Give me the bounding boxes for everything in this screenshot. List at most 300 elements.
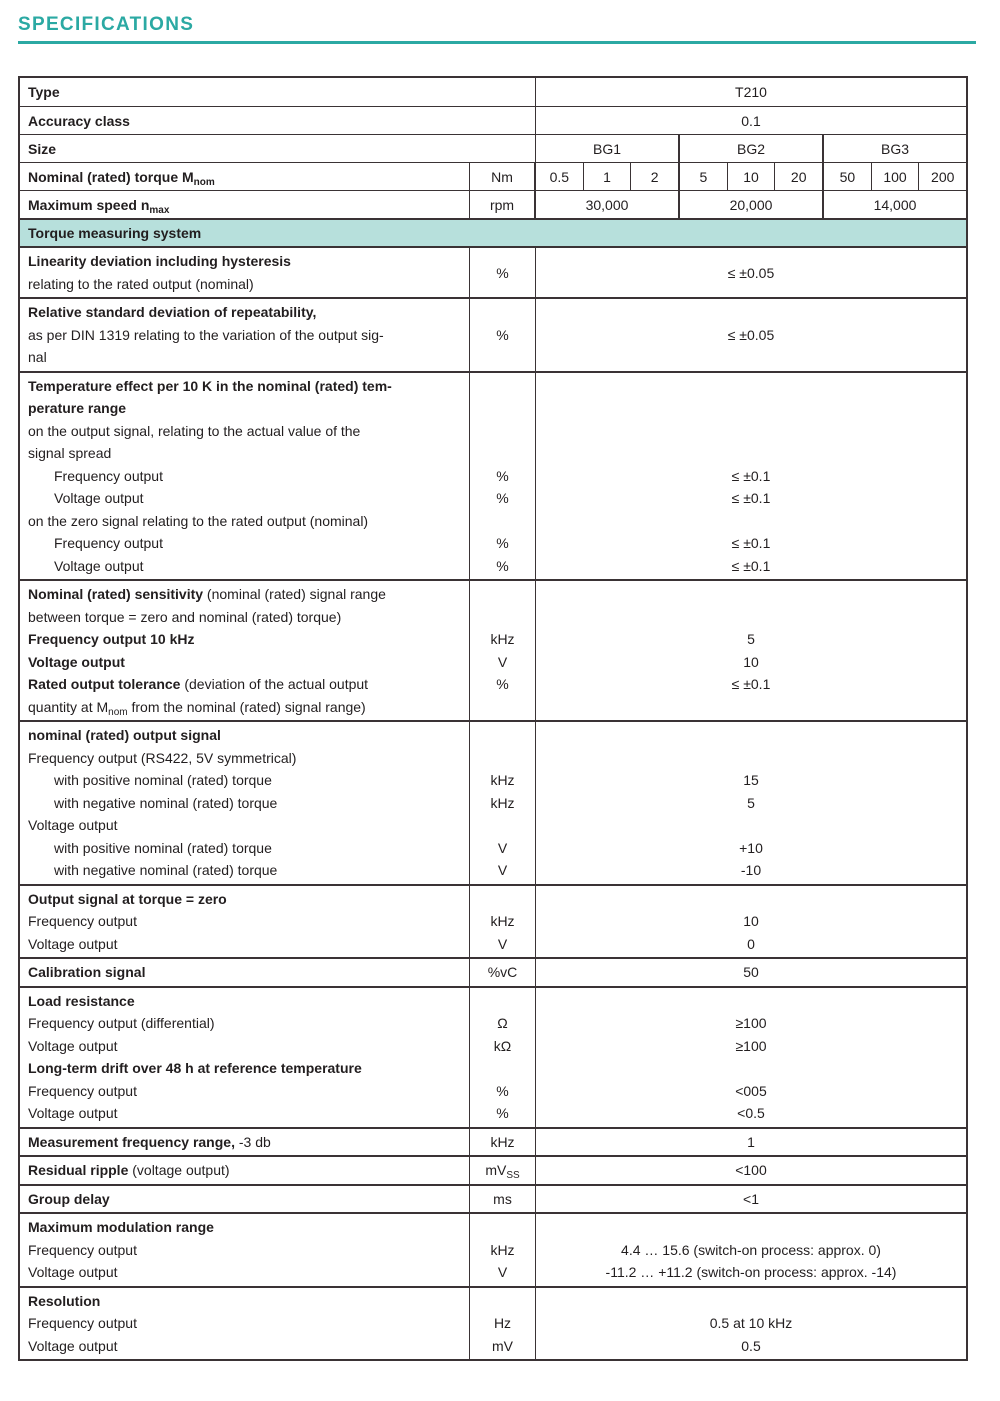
cell-value [536, 1129, 966, 1156]
value-line [536, 933, 966, 956]
cell-unit [470, 988, 536, 1127]
spec-line [28, 696, 461, 719]
cell-value [536, 1186, 966, 1213]
row-nominal-torque [20, 162, 966, 190]
text-run: Relative standard deviation of repeatability, [28, 304, 317, 320]
text-run: 5 [747, 794, 755, 811]
page-title: SPECIFICATIONS [18, 14, 195, 35]
block-temperature-effect [20, 371, 966, 580]
unit-line [470, 628, 535, 651]
unit-line [470, 1012, 535, 1035]
spec-line [28, 990, 461, 1013]
unit-line [470, 673, 535, 696]
text-run: % [496, 1082, 509, 1099]
text-run: with negative nominal (rated) torque [54, 862, 278, 878]
text-run: ≤ ±0.1 [731, 557, 771, 574]
unit-line [470, 837, 535, 860]
text-run: +10 [739, 839, 763, 856]
text-run: Accuracy class [28, 112, 130, 129]
cell-group-value [536, 135, 680, 162]
text-run: 10 [743, 653, 759, 670]
text-run: ≤ ±0.1 [731, 676, 771, 692]
text-run: T210 [735, 84, 767, 100]
cell-value [536, 163, 584, 190]
spec-line [28, 1290, 461, 1313]
value-line [536, 724, 966, 747]
text-run: 20,000 [729, 196, 773, 213]
text-run: Frequency output 10 kHz [28, 631, 195, 647]
cell-unit [470, 1157, 536, 1184]
unit-line [470, 487, 535, 510]
value-line [536, 375, 966, 398]
text-run: rpm [489, 196, 515, 213]
unit-line [470, 1216, 535, 1239]
cell-label [20, 107, 536, 134]
unit-line [470, 747, 535, 770]
spec-line [28, 673, 461, 696]
value-line [536, 442, 966, 465]
spec-line [28, 273, 461, 296]
cell-value [536, 107, 966, 134]
value-line [536, 510, 966, 533]
block-repeatability [20, 297, 966, 371]
text-run: Voltage output [28, 653, 125, 670]
cell-group-value [536, 191, 680, 218]
value-line [536, 465, 966, 488]
text-run: V [497, 653, 508, 670]
text-run: relating to the rated output (nominal) [28, 275, 254, 292]
value-line [536, 397, 966, 420]
text-run: signal spread [28, 445, 112, 461]
unit-line [470, 1290, 535, 1313]
value-line [536, 487, 966, 510]
unit-line [470, 583, 535, 606]
cell-label [20, 299, 470, 371]
spec-line [28, 375, 461, 398]
row-accuracy-class [20, 106, 966, 134]
heading-rule [18, 41, 976, 44]
text-run: Rated output tolerance (deviation of the actual output [28, 676, 369, 692]
unit-line [470, 1188, 535, 1211]
text-run: 0.1 [741, 112, 761, 129]
text-run: 0.5 at 10 kHz [709, 1315, 793, 1331]
spec-line [28, 724, 461, 747]
text-run: 20 [790, 168, 807, 185]
cell-label [20, 373, 470, 580]
spec-line [28, 1102, 461, 1125]
spec-line [28, 487, 461, 510]
text-run: 0.5 [549, 168, 570, 185]
cell-value [536, 373, 966, 580]
unit-line [470, 814, 535, 837]
cell-value [872, 163, 920, 190]
value-line [536, 990, 966, 1013]
cell-value [775, 163, 824, 190]
cell-label [20, 135, 536, 162]
unit-line [470, 532, 535, 555]
spec-line [28, 555, 461, 578]
text-run: between torque = zero and nominal (rated) torque) [28, 608, 342, 625]
value-line [536, 673, 966, 696]
spec-line [28, 747, 461, 770]
unit-line [470, 375, 535, 398]
unit-line [470, 724, 535, 747]
cell-unit [470, 1214, 536, 1286]
unit-line [470, 990, 535, 1013]
text-run: % [496, 264, 509, 281]
value-line [536, 1102, 966, 1125]
text-run: mV [492, 1337, 513, 1354]
text-run: Group delay [28, 1190, 110, 1207]
text-run: Frequency output (RS422, 5V symmetrical) [28, 749, 297, 766]
text-run: kHz [490, 913, 515, 929]
block-linearity-deviation [20, 246, 966, 297]
unit-line [470, 555, 535, 578]
text-run: Voltage output [28, 1105, 118, 1121]
cell-unit [470, 1186, 536, 1213]
unit-line [470, 792, 535, 815]
spec-line [28, 1188, 461, 1211]
text-run: kHz [490, 794, 515, 811]
text-run: Voltage output [28, 935, 118, 952]
text-run: Voltage output [54, 557, 144, 574]
cell-group-value [824, 191, 966, 218]
text-run: 30,000 [585, 196, 629, 213]
text-run: <0.5 [737, 1105, 765, 1121]
block-maximum-modulation-range [20, 1212, 966, 1286]
cell-value [536, 1157, 966, 1184]
text-run: V [497, 839, 508, 856]
unit-line [470, 1102, 535, 1125]
text-run: with positive nominal (rated) torque [54, 772, 272, 788]
text-run: ≤ ±0.05 [727, 264, 775, 281]
spec-line [28, 532, 461, 555]
text-run: on the output signal, relating to the actual value of the [28, 422, 361, 439]
unit-line [470, 651, 535, 674]
cell-label [20, 1186, 470, 1213]
text-run: quantity at $M_{nom}$ from the nominal (rated) signal range) [28, 698, 366, 718]
unit-line [470, 510, 535, 533]
text-run: ≥100 [735, 1037, 767, 1054]
text-run: Voltage output [28, 1037, 118, 1054]
text-run: BG2 [736, 140, 765, 157]
text-run: ≤ ±0.05 [727, 326, 775, 343]
value-line [536, 1239, 966, 1262]
text-run: Voltage output [28, 1264, 118, 1280]
value-line [536, 606, 966, 629]
text-run: <005 [735, 1082, 767, 1099]
value-line [536, 628, 966, 651]
text-run: V [497, 1264, 508, 1280]
unit-line [470, 397, 535, 420]
spec-line [28, 910, 461, 933]
text-run: Size [28, 140, 57, 157]
spec-line [28, 250, 461, 273]
text-run: V [497, 862, 508, 878]
text-run: Residual ripple (voltage output) [28, 1162, 230, 1178]
text-run: Frequency output [28, 913, 137, 929]
cell-unit [470, 191, 536, 218]
value-line [536, 859, 966, 882]
value-line [536, 792, 966, 815]
text-run: -10 [740, 862, 762, 878]
spec-line [28, 583, 461, 606]
block-load-resistance [20, 986, 966, 1127]
spec-line [28, 1335, 461, 1358]
spec-line [28, 1131, 461, 1154]
text-run: 4.4 … 15.6 (switch-on process: approx. 0) [621, 1241, 881, 1258]
text-run: perature range [28, 400, 127, 416]
block-nominal-sensitivity [20, 579, 966, 720]
text-run: Measurement frequency range, -3 db [28, 1133, 271, 1150]
text-run: Frequency output [28, 1315, 137, 1331]
text-run: <1 [743, 1190, 759, 1207]
spec-line [28, 397, 461, 420]
value-line [536, 1290, 966, 1313]
cell-label [20, 248, 470, 297]
text-run: Calibration signal [28, 964, 146, 980]
cell-label [20, 1157, 470, 1184]
text-run: -11.2 … +11.2 (switch-on process: approx. -14) [605, 1264, 897, 1280]
value-line [536, 1035, 966, 1058]
value-line [536, 420, 966, 443]
text-run: V [497, 935, 508, 952]
text-run: Resolution [28, 1292, 101, 1309]
cell-unit [470, 959, 536, 986]
spec-line [28, 1159, 461, 1182]
value-line [536, 1012, 966, 1035]
text-run: Long-term drift over 48 h at reference temperature [28, 1060, 362, 1076]
text-run: Temperature effect per 10 K in the nominal (rated) tem- [28, 377, 392, 394]
cell-value [824, 163, 872, 190]
specifications-table [18, 76, 968, 1361]
text-run: nal [28, 349, 47, 365]
spec-line [28, 1239, 461, 1262]
value-line [536, 1131, 966, 1154]
cell-group-value [824, 135, 966, 162]
value-line [536, 1080, 966, 1103]
text-run: Linearity deviation including hysteresis [28, 253, 291, 269]
cell-value [919, 163, 966, 190]
text-run: Torque measuring system [28, 225, 202, 241]
row-type [20, 78, 966, 106]
text-run: as per DIN 1319 relating to the variation of the output sig- [28, 326, 384, 343]
unit-line [470, 1080, 535, 1103]
cell-label [20, 191, 470, 218]
block-group-delay [20, 1184, 966, 1213]
text-run: 0.5 [741, 1337, 761, 1354]
text-run: 100 [883, 168, 907, 185]
cell-value [536, 299, 966, 371]
spec-line [28, 420, 461, 443]
block-resolution [20, 1286, 966, 1360]
unit-line [470, 1159, 535, 1182]
cell-label [20, 1129, 470, 1156]
text-run: kHz [490, 772, 515, 788]
cell-unit [470, 163, 536, 190]
unit-line [470, 442, 535, 465]
text-run: Nm [491, 168, 513, 185]
unit-line [470, 933, 535, 956]
text-run: % [496, 557, 509, 574]
cell-label [20, 1214, 470, 1286]
row-size [20, 134, 966, 162]
value-line [536, 1216, 966, 1239]
cell-unit [470, 1288, 536, 1360]
page [18, 14, 968, 1361]
spec-line [28, 769, 461, 792]
value-line [536, 1188, 966, 1211]
text-run: % [496, 1105, 509, 1121]
value-line [536, 1261, 966, 1284]
cell-label [20, 988, 470, 1127]
text-run: Type [28, 84, 60, 100]
unit-line [470, 1057, 535, 1080]
cell-label [20, 163, 470, 190]
text-run: Frequency output [54, 467, 163, 484]
text-run: 1 [603, 168, 611, 185]
unit-line [470, 859, 535, 882]
text-run: Output signal at torque = zero [28, 890, 227, 907]
unit-line [470, 1312, 535, 1335]
unit-line [470, 910, 535, 933]
text-run: Nominal (rated) torque $M_{nom}$ [28, 168, 215, 188]
value-line [536, 837, 966, 860]
section-band [20, 218, 966, 246]
text-run: 5 [747, 631, 755, 647]
cell-unit [470, 722, 536, 884]
value-line [536, 1159, 966, 1182]
text-run: ≥100 [735, 1015, 767, 1031]
unit-line [470, 1239, 535, 1262]
value-line [536, 961, 966, 984]
text-run: with negative nominal (rated) torque [54, 794, 278, 811]
text-run: Nominal (rated) sensitivity (nominal (rated) signal range [28, 586, 386, 602]
spec-line [28, 1312, 461, 1335]
unit-line [470, 1261, 535, 1284]
text-run: 14,000 [873, 196, 917, 213]
spec-line [28, 510, 461, 533]
cell-value [536, 78, 966, 106]
spec-line [28, 606, 461, 629]
text-run: kHz [490, 1133, 515, 1150]
spec-line [28, 814, 461, 837]
text-run: % [496, 535, 509, 551]
unit-line [470, 465, 535, 488]
block-calibration-signal [20, 957, 966, 986]
cell-label [20, 959, 470, 986]
spec-line [28, 651, 461, 674]
block-nominal-output-signal [20, 720, 966, 884]
cell-unit [470, 299, 536, 371]
unit-line [470, 696, 535, 719]
text-run: % [496, 467, 509, 484]
cell-value [680, 163, 728, 190]
text-run: Frequency output [28, 1082, 137, 1099]
cell-unit [470, 248, 536, 297]
spec-line [28, 442, 461, 465]
text-run: % [496, 326, 509, 343]
text-run: BG3 [880, 140, 909, 157]
text-run: BG1 [592, 140, 621, 157]
text-run: 200 [931, 168, 955, 185]
text-run: Maximum modulation range [28, 1219, 214, 1235]
spec-line [28, 837, 461, 860]
cell-unit [470, 373, 536, 580]
text-run: kΩ [493, 1037, 512, 1054]
value-line [536, 910, 966, 933]
unit-line [470, 1335, 535, 1358]
text-run: 50 [839, 168, 856, 185]
unit-line [470, 420, 535, 443]
cell-label [20, 1288, 470, 1360]
spec-line [28, 1057, 461, 1080]
value-line [536, 532, 966, 555]
text-run: % [496, 490, 509, 506]
cell-label [20, 581, 470, 720]
unit-line [470, 1035, 535, 1058]
text-run: 2 [650, 168, 659, 185]
cell-value [536, 959, 966, 986]
spec-line [28, 628, 461, 651]
text-run: kHz [490, 631, 515, 647]
text-run: ≤ ±0.1 [731, 535, 771, 551]
value-line [536, 555, 966, 578]
text-run: Voltage output [28, 1337, 118, 1354]
text-run: Maximum speed $n_{max}$ [28, 196, 170, 216]
text-run: %vC [487, 964, 518, 980]
cell-value [536, 248, 966, 297]
cell-group-value [680, 135, 824, 162]
text-run: 15 [743, 772, 759, 788]
unit-line [470, 606, 535, 629]
text-run: 50 [743, 964, 759, 980]
text-run: Ω [497, 1015, 508, 1031]
value-line [536, 747, 966, 770]
text-run: ≤ ±0.1 [731, 467, 771, 484]
cell-value [631, 163, 680, 190]
cell-unit [470, 581, 536, 720]
cell-unit [470, 886, 536, 958]
value-line [536, 814, 966, 837]
unit-line [470, 1131, 535, 1154]
text-run: ms [493, 1190, 512, 1207]
text-run: Voltage output [54, 490, 144, 506]
value-line [536, 1335, 966, 1358]
value-line [536, 651, 966, 674]
block-residual-ripple [20, 1155, 966, 1184]
text-run: Frequency output [28, 1241, 137, 1258]
cell-value [584, 163, 632, 190]
value-line [536, 769, 966, 792]
text-run: Hz [493, 1315, 512, 1331]
text-run: with positive nominal (rated) torque [54, 839, 272, 856]
unit-line [470, 961, 535, 984]
cell-label [20, 78, 536, 106]
text-run: Frequency output (differential) [28, 1015, 215, 1031]
cell-value [536, 1214, 966, 1286]
text-run: <100 [735, 1162, 767, 1178]
spec-line [28, 888, 461, 911]
text-run: nominal (rated) output signal [28, 727, 221, 743]
cell-label [20, 886, 470, 958]
cell-value [536, 886, 966, 958]
spec-line [28, 1216, 461, 1239]
cell-value [536, 1288, 966, 1360]
value-line [536, 1057, 966, 1080]
text-run: 1 [747, 1133, 755, 1150]
text-run: % [496, 676, 509, 692]
